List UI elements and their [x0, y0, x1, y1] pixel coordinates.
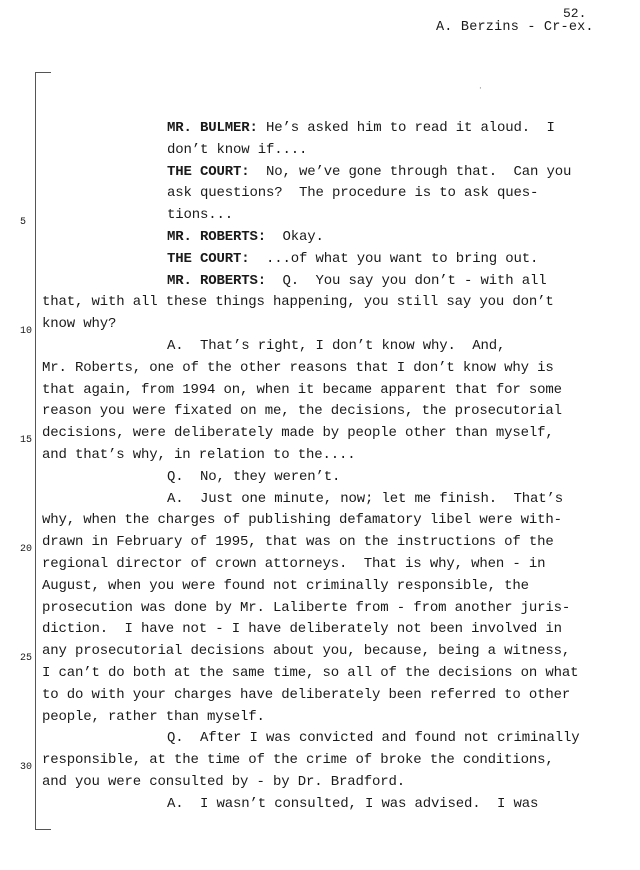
transcript-line — [42, 752, 554, 768]
speaker-label: MR. ROBERTS: — [166, 272, 266, 289]
scan-speck: · — [478, 84, 483, 93]
line-text: ...of what you want to bring out. — [249, 250, 539, 267]
line-number: 30 — [20, 762, 33, 774]
line-text: responsible, at the time of the crime of broke the conditions, — [42, 752, 554, 769]
speaker-label: THE COURT: — [166, 163, 250, 180]
page-number: 52. — [563, 6, 587, 21]
line-number: 15 — [20, 435, 33, 447]
line-text: why, when the charges of publishing defamatory libel were with- — [42, 512, 562, 529]
transcript-line — [42, 774, 405, 790]
line-text: A. I wasn’t consulted, I was advised. I was — [166, 795, 539, 812]
transcript-line — [167, 469, 340, 485]
transcript-line — [167, 185, 538, 201]
transcript-line — [42, 403, 562, 419]
line-text: tions... — [166, 207, 233, 224]
line-text: I can’t do both at the same time, so all of the decisions on what — [42, 665, 579, 681]
transcript-line — [42, 447, 356, 463]
line-text: regional director of crown attorneys. That is why, when - in — [42, 556, 546, 572]
line-text: ask questions? The procedure is to ask ques- — [166, 185, 539, 202]
line-text: Q. After I was convicted and found not criminally — [166, 730, 580, 747]
transcript-line — [167, 491, 563, 507]
line-text: decisions, were deliberately made by people other than myself, — [42, 425, 554, 442]
transcript-line — [42, 687, 570, 703]
line-number: 5 — [20, 217, 27, 229]
line-text: that again, from 1994 on, when it became apparent that for some — [42, 381, 562, 398]
line-text: Q. You say you don’t - with all — [265, 272, 547, 289]
line-text: Mr. Roberts, one of the other reasons that I don’t know why is — [42, 359, 554, 376]
line-text: drawn in February of 1995, that was on the instructions of the — [42, 534, 554, 551]
transcript-line — [167, 120, 555, 136]
line-text: don’t know if.... — [166, 141, 308, 158]
line-text: people, rather than myself. — [42, 708, 265, 725]
transcript-line — [42, 556, 545, 572]
transcript-line — [42, 621, 562, 637]
speaker-label: MR. ROBERTS: — [166, 229, 266, 245]
line-text: and that’s why, in relation to the.... — [42, 447, 356, 463]
line-text: that, with all these things happening, you still say you don’t — [42, 294, 554, 311]
line-number: 25 — [20, 653, 33, 665]
line-number: 10 — [20, 326, 33, 338]
transcript-line — [167, 251, 538, 267]
line-text: reason you were fixated on me, the decisions, the prosecutorial — [42, 403, 562, 420]
transcript-line — [42, 360, 554, 376]
transcript-line — [42, 512, 562, 528]
transcript-line — [167, 207, 233, 223]
margin-rule — [35, 72, 37, 830]
speaker-label: MR. BULMER: — [166, 120, 258, 136]
margin-rule-top — [35, 72, 51, 73]
transcript-line — [167, 142, 307, 158]
line-text: August, when you were found not criminally responsible, the — [42, 577, 529, 594]
line-text: A. That’s right, I don’t know why. And, — [166, 338, 506, 354]
line-text: prosecution was done by Mr. Laliberte from - from another juris- — [42, 599, 571, 616]
transcript-line — [167, 164, 571, 180]
transcript-line — [42, 294, 554, 310]
speaker-label: THE COURT: — [166, 250, 250, 267]
margin-rule-bottom — [35, 829, 51, 830]
transcript-line — [167, 273, 547, 289]
line-text: to do with your charges have deliberately been referred to other — [42, 686, 571, 703]
running-header: A. Berzins - Cr-ex. — [436, 20, 594, 35]
line-text: Okay. — [265, 229, 324, 245]
transcript-line — [42, 643, 570, 659]
transcript-line — [42, 382, 562, 398]
transcript-line — [42, 316, 116, 332]
transcript-line — [167, 796, 538, 812]
line-number: 20 — [20, 544, 33, 556]
line-text: No, we’ve gone through that. Can you — [249, 163, 572, 180]
line-text: any prosecutorial decisions about you, because, being a witness, — [42, 643, 571, 660]
line-text: know why? — [42, 316, 117, 333]
line-text: Q. No, they weren’t. — [166, 468, 341, 485]
transcript-line — [42, 578, 529, 594]
line-text: diction. I have not - I have deliberately not been involved in — [42, 621, 562, 638]
line-text: A. Just one minute, now; let me finish. That’s — [166, 490, 564, 507]
transcript-line — [42, 709, 265, 725]
transcript-line — [42, 665, 578, 681]
transcript-line — [167, 730, 580, 746]
line-text: and you were consulted by - by Dr. Bradford. — [42, 774, 406, 790]
transcript-line — [167, 338, 505, 354]
transcript-line — [42, 600, 570, 616]
line-text: He’s asked him to read it aloud. I — [257, 120, 555, 136]
transcript-line — [42, 425, 554, 441]
transcript-line — [167, 229, 324, 245]
transcript-line — [42, 534, 554, 550]
